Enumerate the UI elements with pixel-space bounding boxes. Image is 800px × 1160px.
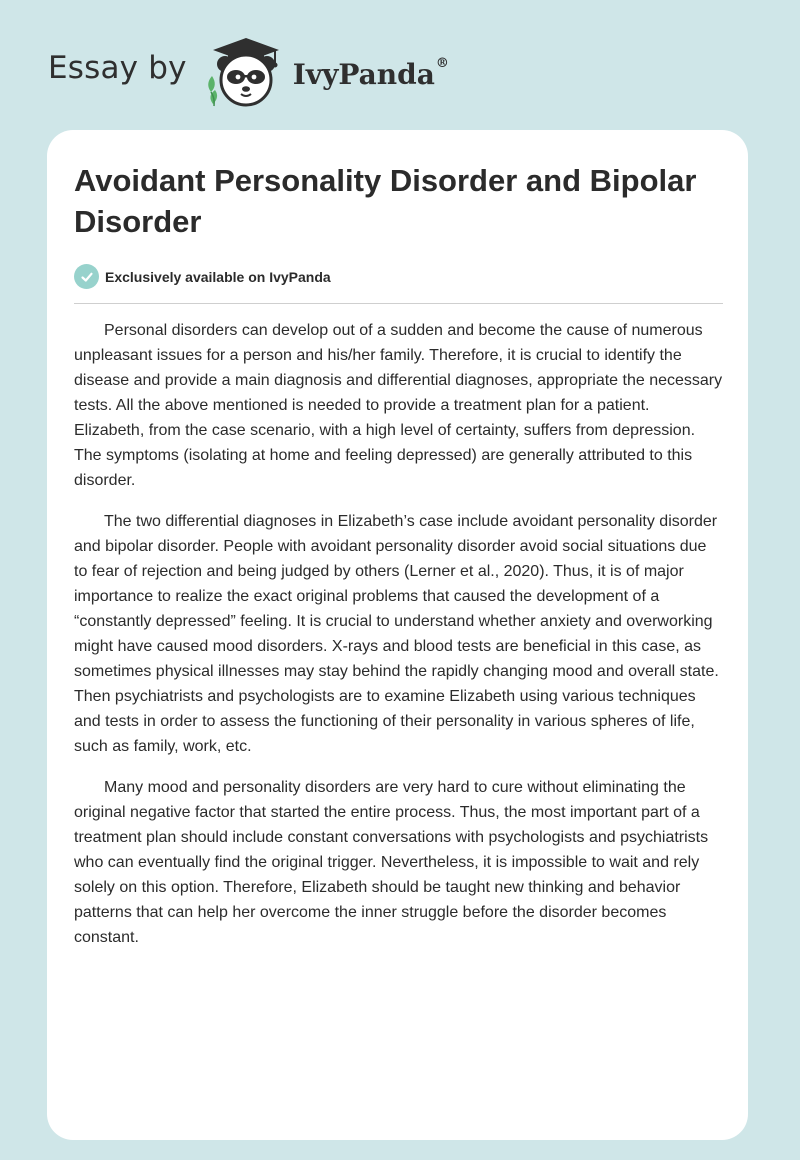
article-title: Avoidant Personality Disorder and Bipolar Disorder	[74, 163, 697, 239]
paragraph: Personal disorders can develop out of a sudden and become the cause of numerous unpleasant issues for a person and his/her family. Therefore, it is crucial to identify the disease and provide a main diagnosis and differential diagnoses, appropriate the necessary tests. All the above mentioned is needed to provide a treatment plan for a patient. Elizabeth, from the case scenario, with a high level of certainty, suffers from depression. The symptoms (isolating at home and feeling depressed) are generally attributed to this disorder.	[74, 322, 723, 489]
site-header	[48, 34, 449, 110]
ivypanda-logo-icon[interactable]	[201, 34, 291, 110]
check-circle-icon	[74, 264, 99, 289]
registered-mark: ®	[435, 55, 449, 71]
brand-name	[292, 55, 449, 91]
paragraph: The two differential diagnoses in Elizabeth’s case include avoidant personality disorder and bipolar disorder. People with avoidant personality disorder avoid social situations due to fear of rejection and being judged by others (Lerner et al., 2020). Thus, it is of major importance to realize the exact original problems that caused the development of a “constantly depressed” feeling. It is crucial to understand whether anxiety and overworking might have caused mood disorders. X-rays and blood tests are beneficial in this case, as sometimes physical illnesses may stay behind the rapidly changing mood and overall state. Then psychiatrists and psychologists are to examine Elizabeth using various techniques and tests in order to assess the functioning of their personality in various spheres of life, such as family, work, etc.	[74, 513, 719, 755]
exclusive-badge	[74, 264, 331, 289]
article-card	[47, 130, 748, 1140]
paragraph: Many mood and personality disorders are very hard to cure without eliminating the original negative factor that started the entire process. Thus, the most important part of a treatment plan should include constant conversations with psychologists and psychiatrists who can eventually find the original trigger. Nevertheless, it is impossible to wait and rely solely on this option. Therefore, Elizabeth should be taught new thinking and behavior patterns that can help her overcome the inner struggle before the disorder becomes constant.	[74, 779, 709, 946]
essay-by-label: Essay by	[48, 50, 187, 86]
brand-text: IvyPanda	[292, 57, 435, 91]
divider	[74, 303, 723, 304]
exclusive-badge-label: Exclusively available on IvyPanda	[105, 268, 331, 285]
article-body	[74, 318, 724, 966]
